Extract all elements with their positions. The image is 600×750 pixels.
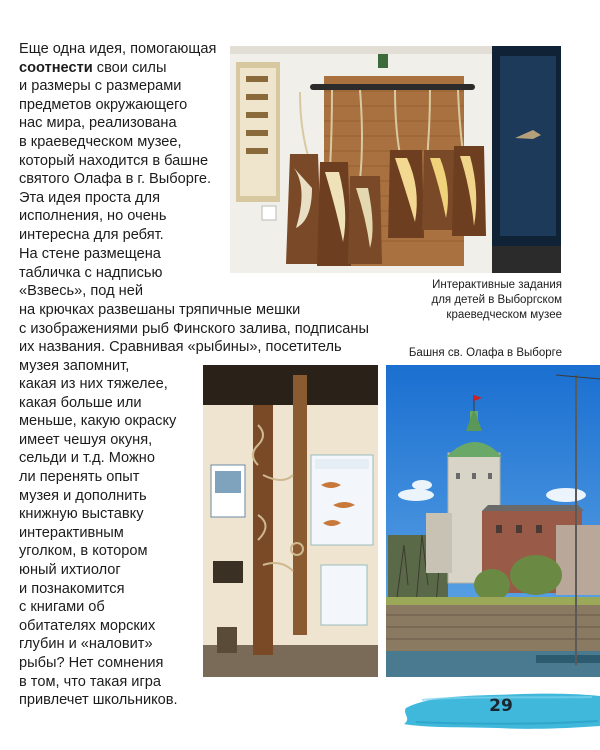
text-line-with-bold [19, 59, 216, 78]
fish-display-photo [203, 365, 378, 677]
text-line: На стене размещена [19, 246, 161, 262]
text-line: обитателях морских [19, 617, 156, 634]
text-line: имеет чешуя окуня, [19, 431, 153, 448]
caption-line: для детей в Выборгском [431, 294, 562, 306]
text-line: табличка с надписью [19, 264, 163, 281]
text-line: и размеры с размерами [19, 78, 182, 95]
text-line: «Взвесь», под ней [19, 283, 143, 300]
text-line: их названия. Сравнивая «рыбины», посетитель [19, 339, 342, 356]
fish-bags-photo [230, 46, 561, 273]
tower-caption: Башня св. Олафа в Выборге [408, 347, 562, 359]
text-line: сельди и т.д. Можно [19, 450, 155, 467]
text-line: глубин и «наловит» [19, 636, 153, 653]
text-line: какая больше или [19, 394, 142, 411]
text-line: музея запомнит, [19, 357, 130, 374]
text-line: музея и дополнить [19, 487, 147, 504]
page-number-badge [402, 688, 600, 732]
text-line: Еще одна идея, помогающая [19, 41, 217, 57]
text-line: интересна для ребят. [19, 226, 164, 243]
text-line: и познакомится [19, 580, 125, 597]
text-line: на крючках развешаны тряпичные мешки [19, 302, 301, 318]
bold-word: соотнести [19, 59, 93, 76]
text-line: привлечет школьников. [19, 692, 178, 709]
paragraph-4 [19, 375, 178, 710]
text-line: с изображениями рыб Финского залива, подписаны [19, 320, 369, 337]
text-line: предметов окружающего [19, 96, 188, 113]
olaf-tower-photo [386, 365, 600, 677]
text-line: с книгами об [19, 599, 105, 616]
paragraph-1 [19, 40, 216, 245]
text-line: книжную выставку [19, 506, 144, 523]
text-line: святого Олафа в г. Выборге. [19, 171, 212, 188]
text-line: в краеведческом музее, [19, 133, 182, 150]
caption-line: краеведческом музее [446, 309, 562, 321]
paragraph-2 [19, 245, 162, 301]
text-line: свои силы [96, 59, 167, 76]
text-line: ли перенять опыт [19, 468, 140, 485]
text-line: в том, что такая игра [19, 673, 162, 690]
text-line: юный ихтиолог [19, 561, 121, 578]
text-line: который находится в башне [19, 152, 209, 169]
text-line: Эта идея проста для [19, 189, 160, 206]
text-line: меньше, какую окраску [19, 413, 177, 430]
text-line: какая из них тяжелее, [19, 376, 168, 392]
museum-caption [400, 278, 562, 323]
text-line: рыбы? Нет сомнения [19, 654, 164, 671]
text-line: интерактивным [19, 524, 124, 541]
text-line: уголком, в котором [19, 543, 148, 560]
caption-line: Интерактивные задания [432, 279, 562, 291]
text-line: исполнения, но очень [19, 208, 167, 225]
text-line: нас мира, реализована [19, 115, 177, 132]
page-number: 29 [489, 696, 513, 716]
